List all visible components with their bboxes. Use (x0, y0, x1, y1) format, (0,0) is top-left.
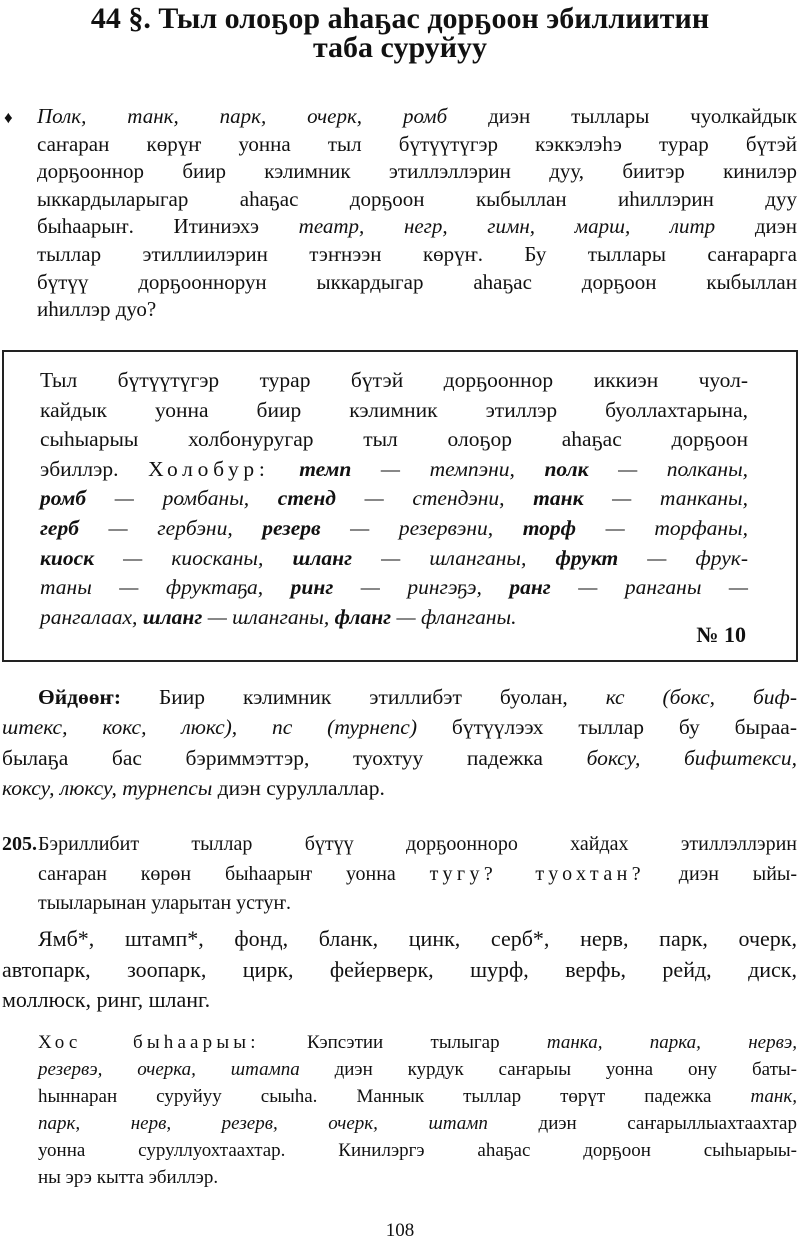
text-run: һыннаран суруйуу сыыһа. Маннык тыллар төрүт падежка (38, 1085, 751, 1107)
text-run: стенд (277, 486, 336, 511)
text-line (37, 186, 797, 214)
exercise-word-list (2, 924, 797, 1016)
text-run: ромб (40, 486, 87, 511)
rule-box (2, 350, 798, 662)
text-run: диэн (715, 214, 797, 239)
text-run: диэн саҥарыллыахтаахтар (487, 1112, 797, 1134)
text-run: герб (40, 515, 79, 540)
text-line (40, 603, 748, 633)
text-run: бүтүү дорҕооннорун ыккардыгар аһаҕас дорҕоон кыбыллан (37, 269, 797, 294)
text-run: фрукт (555, 545, 619, 570)
rule-text (40, 366, 748, 632)
text-line (40, 514, 748, 544)
text-line (38, 1057, 797, 1084)
text-run: таны — фруктаҕа, (40, 575, 291, 600)
text-run: диэн суруллаллар. (212, 775, 385, 800)
text-run: — ранганы — (550, 575, 748, 600)
text-run: диэн тыллары чуолкайдык (447, 104, 797, 128)
text-line (40, 396, 748, 426)
text-run: эбиллэр. (40, 456, 149, 481)
text-run: — фрук- (618, 545, 749, 570)
text-run: боксу, бифштекси, (586, 745, 797, 770)
text-run: резервэ, очерка, штампа (38, 1058, 300, 1080)
text-run: тыыларынан уларытан устуҥ. (38, 892, 291, 914)
text-run: Полк, танк, парк, очерк, ромб (37, 104, 448, 128)
text-run: Биир кэлимник этиллибэт буолан, (121, 685, 606, 709)
text-run: дорҕооннор биир кэлимник этиллэллэрин дуу, биитэр кинилэр (37, 159, 797, 184)
text-run: саҥаран көрүҥ уонна тыл бүтүүтүгэр кэккэлэһэ турар бүтэй (37, 131, 797, 156)
text-run: танк (533, 486, 584, 511)
text-run: тугу? туохтан? (429, 862, 645, 885)
text-run: таба суруйуу (312, 31, 488, 64)
text-line (37, 269, 797, 297)
text-run: тыллар этиллиилэрин тэҥнээн көрүҥ. Бу тыллары саҥарарга (37, 241, 797, 266)
text-run: — темпэни, (351, 456, 545, 481)
text-run: кс (бокс, биф- (605, 685, 797, 709)
text-run: ранг (509, 575, 551, 600)
note-paragraph (2, 682, 797, 803)
text-line (2, 955, 797, 986)
text-line (37, 131, 797, 159)
text-run: — ромбаны, (86, 486, 278, 511)
text-run: темп (299, 456, 352, 481)
rule-number: № 10 (696, 622, 746, 647)
text-line (37, 296, 797, 324)
text-run: — киосканы, (94, 545, 293, 570)
intro-paragraph (37, 103, 797, 324)
text-line (2, 743, 797, 773)
text-run (270, 457, 300, 481)
text-run: — рингэҕэ, (333, 575, 510, 600)
text-run: шланг (142, 604, 203, 629)
text-line (37, 158, 797, 186)
text-run: Бэриллибит тыллар бүтүү дорҕооннoро хайдах этиллэллэрин (38, 833, 797, 855)
text-run: ны эрэ кытта эбиллэр. (38, 1166, 219, 1188)
text-run: кайдык уонна биир кэлимник этиллэр буоллахтарына, (40, 397, 748, 422)
text-run: торф (522, 515, 577, 540)
text-line (38, 860, 797, 890)
text-run: саҥаран көрөн быһаарыҥ уонна (38, 862, 430, 885)
text-run: — танканы, (583, 486, 748, 511)
text-line (40, 455, 748, 485)
text-run: Холобур: (148, 456, 270, 481)
text-run: Ямб*, штамп*, фонд, бланк, цинк, серб*, нерв, парк, очерк, (38, 926, 797, 951)
text-line (40, 484, 748, 514)
text-run: бүтүүлээх тыллар бу быраа- (417, 715, 797, 740)
text-line (38, 1165, 797, 1192)
text-line (38, 830, 797, 860)
text-run: рангалаах, (40, 604, 143, 629)
section-title (0, 4, 800, 62)
text-run: — шланганы, (202, 604, 335, 629)
text-run: диэн курдук саҥарыы уонна ону баты- (299, 1058, 797, 1080)
text-line (2, 682, 797, 712)
text-run: — гербэни, (78, 515, 263, 540)
text-line (38, 1084, 797, 1111)
text-run: моллюск, ринг, шланг. (2, 987, 211, 1012)
text-line (2, 985, 797, 1016)
text-line (38, 889, 797, 919)
text-line (38, 1138, 797, 1165)
diamond-bullet-icon: ♦ (4, 108, 13, 127)
text-run: — резервэни, (320, 515, 523, 540)
text-line (0, 33, 800, 62)
text-run: шланг (292, 545, 353, 570)
text-line (40, 366, 748, 396)
text-line (2, 773, 797, 803)
text-run: — фланганы. (391, 604, 517, 629)
text-run: резерв (262, 515, 321, 540)
text-line (37, 103, 797, 131)
text-run: 44 §. Тыл олоҕор аһаҕас дорҕоон эбиллиитин (90, 2, 710, 35)
text-run: диэн ыйы- (644, 862, 797, 885)
text-run: — стендэни, (335, 486, 534, 511)
exercise-instruction (38, 830, 797, 919)
text-line (0, 4, 800, 33)
exercise-number: 205. (2, 833, 37, 855)
text-run: уонна суруллуохтаахтар. Кинилэргэ аһаҕас дорҕоон сыһыарыы- (38, 1139, 797, 1161)
text-line (2, 712, 797, 742)
text-line (40, 425, 748, 455)
text-run: киоск (40, 545, 95, 570)
text-run: танк, (750, 1085, 797, 1107)
page-number: 108 (385, 1220, 415, 1241)
exercise-205 (2, 830, 797, 919)
text-line (37, 213, 797, 241)
text-run: — шланганы, (352, 545, 556, 570)
text-run: ринг (290, 575, 334, 600)
text-line (38, 1030, 797, 1057)
text-run: сыһыарыы холбонуругар тыл олоҕор аһаҕас дорҕоон (40, 427, 748, 452)
text-run: штекс, кокс, люкс), пс (турнепс) (2, 715, 418, 740)
text-run: иһиллэр дуо? (37, 297, 157, 322)
footnote-explanation (38, 1030, 797, 1191)
text-run: коксу, люксу, турнепсы (2, 775, 213, 800)
text-line (40, 573, 748, 603)
text-run: театр, негр, гимн, марш, литр (298, 214, 716, 239)
text-run: быһаарыҥ. Итиниэхэ (37, 214, 299, 239)
text-run: Хос быһаарыы: (38, 1032, 260, 1053)
text-line (38, 1111, 797, 1138)
text-run: танка, парка, нервэ, (546, 1032, 797, 1053)
text-run: былаҕа бас бэриммэттэр, туохтуу падежка (2, 745, 587, 770)
text-run: — полканы, (588, 456, 749, 481)
text-run: Тыл бүтүүтүгэр турар бүтэй дорҕооннор иккиэн чуол- (40, 368, 748, 392)
text-line (40, 544, 748, 574)
text-run: полк (544, 456, 589, 481)
text-run: Өйдөөҥ: (38, 685, 121, 709)
text-run: автопарк, зоопарк, цирк, фейерверк, шурф, верфь, рейд, диск, (2, 956, 797, 982)
text-run: — торфаны, (576, 515, 748, 540)
text-run: Кэпсэтии тылыгар (259, 1032, 547, 1053)
text-line (37, 241, 797, 269)
text-run: ыккардыларыгар аһаҕас дорҕоон кыбыллан иһиллэрин дуу (37, 186, 797, 211)
text-line (2, 924, 797, 955)
text-run: парк, нерв, резерв, очерк, штамп (38, 1112, 488, 1134)
text-run: фланг (334, 604, 392, 629)
